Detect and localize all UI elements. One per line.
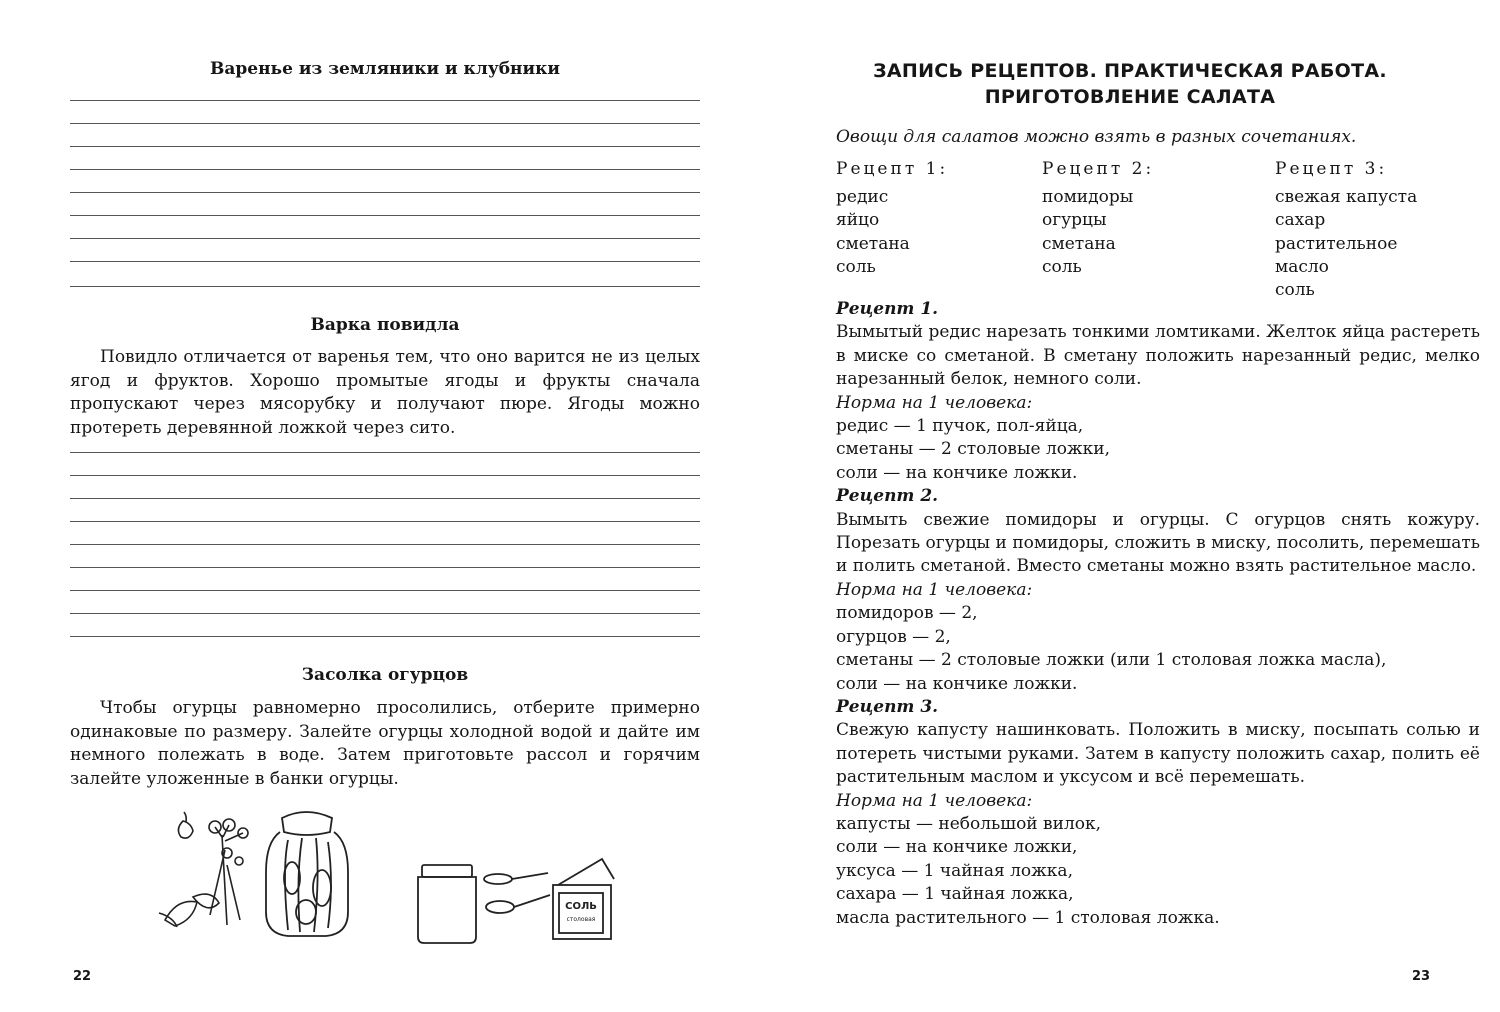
norm-line: масла растительного — 1 столовая ложка.	[836, 907, 1220, 928]
recipe-text: Вымыть свежие помидоры и огурцы. С огурцов снять кожуру. Порезать огурцы и помидоры, сложить в миску, посолить, перемешать и полить сметаной. Вместо сметаны можно взять растительное масло.	[836, 509, 1480, 577]
dill-garlic-illustration	[155, 805, 265, 940]
ingredient: масло	[1275, 256, 1329, 277]
recipe-text: Вымытый редис нарезать тонкими ломтиками. Желток яйца растереть в миске со сметаной. В сметану положить нарезанный редис, мелко нарезанный белок, немного соли.	[836, 322, 1480, 390]
norm-heading: Норма на 1 человека:	[836, 790, 1033, 811]
pickling-section-title: Засолка огурцов	[301, 665, 469, 685]
ingredient: соль	[1042, 256, 1082, 277]
recipes-body	[836, 298, 1480, 930]
recipe-text-wrap	[800, 321, 1480, 391]
recipe-text-wrap	[800, 509, 1480, 579]
intro-text: Овощи для салатов можно взять в разных сочетаниях.	[836, 127, 1357, 147]
ingredient: сметана	[836, 233, 910, 254]
norm-line: огурцов — 2,	[836, 626, 951, 647]
norm-heading: Норма на 1 человека:	[836, 392, 1033, 413]
norm-line: соли — на кончике ложки.	[836, 462, 1078, 483]
norm-line: сметаны — 2 столовые ложки,	[836, 439, 1111, 460]
jam-writing-lines	[70, 100, 700, 290]
povidlo-writing-lines	[70, 452, 700, 642]
writing-line	[70, 261, 700, 262]
writing-line	[70, 590, 700, 591]
ingredient: растительное	[1275, 233, 1398, 254]
ingredient: огурцы	[1042, 210, 1107, 231]
norm-line: редис — 1 пучок, пол-яйца,	[836, 416, 1084, 437]
jam-section-title: Варенье из земляники и клубники	[210, 59, 560, 79]
ingredient: редис	[836, 187, 889, 208]
writing-line	[70, 544, 700, 545]
writing-line	[70, 146, 700, 147]
povidlo-section-title: Варка повидла	[310, 315, 460, 335]
norm-line: помидоров — 2,	[836, 603, 978, 624]
writing-line	[70, 123, 700, 124]
salt-and-spoons-illustration	[408, 855, 628, 945]
recipe-column-heading: Рецепт 2:	[1042, 159, 1155, 179]
right-page	[750, 0, 1500, 1012]
salt-box-sublabel: столовая	[566, 916, 596, 923]
writing-line	[70, 475, 700, 476]
writing-line	[70, 215, 700, 216]
recipe-column-2	[1042, 158, 1154, 279]
recipe-heading: Рецепт 3.	[836, 696, 939, 717]
norm-line: сахара — 1 чайная ложка,	[836, 884, 1074, 905]
ingredient: соль	[836, 256, 876, 277]
ingredient: яйцо	[836, 210, 880, 231]
writing-line	[70, 498, 700, 499]
writing-line	[70, 521, 700, 522]
norm-line: сметаны — 2 столовые ложки (или 1 столовая ложка масла),	[836, 650, 1387, 671]
page-number-left: 22	[73, 969, 92, 984]
ingredient: сметана	[1042, 233, 1116, 254]
writing-line	[70, 169, 700, 170]
recipe-heading: Рецепт 1.	[836, 299, 939, 319]
page-title-line1: ЗАПИСЬ РЕЦЕПТОВ. ПРАКТИЧЕСКАЯ РАБОТА.	[873, 60, 1387, 82]
ingredient: помидоры	[1042, 187, 1134, 208]
recipe-text: Свежую капусту нашинковать. Положить в миску, посыпать солью и потереть чистыми руками. Затем в капусту положить сахар, полить её растительным маслом и уксусом и всё перемешать.	[836, 720, 1480, 788]
page-number-right: 23	[1412, 969, 1431, 984]
ingredient: сахар	[1275, 210, 1326, 231]
norm-line: соли — на кончике ложки.	[836, 673, 1078, 694]
norm-line: соли — на кончике ложки,	[836, 837, 1078, 858]
recipe-text-wrap	[800, 719, 1480, 789]
povidlo-text: Повидло отличается от варенья тем, что оно варится не из целых ягод и фруктов. Хорошо промытые ягоды и фрукты сначала пропускают через мясорубку и получают пюре. Ягоды можно протереть деревянной ложкой через сито.	[70, 347, 700, 438]
writing-line	[70, 100, 700, 101]
writing-line	[70, 452, 700, 453]
writing-line	[70, 613, 700, 614]
norm-line: уксуса — 1 чайная ложка,	[836, 860, 1073, 881]
recipe-column-heading: Рецепт 3:	[1275, 159, 1388, 179]
writing-line	[70, 286, 700, 287]
recipe-column-heading: Рецепт 1:	[836, 159, 949, 179]
recipe-column-1	[836, 158, 948, 279]
norm-heading: Норма на 1 человека:	[836, 579, 1033, 600]
ingredient: соль	[1275, 280, 1315, 301]
page-title-line2: ПРИГОТОВЛЕНИЕ САЛАТА	[984, 86, 1276, 108]
writing-line	[70, 567, 700, 568]
writing-line	[70, 192, 700, 193]
writing-line	[70, 636, 700, 637]
pickling-text: Чтобы огурцы равномерно просолились, отберите примерно одинаковые по размеру. Залейте огурцы холодной водой и дайте им немного полежать в воде. Затем приготовьте рассол и горячим залейте уложенные в банки огурцы.	[70, 698, 700, 789]
ingredient: свежая капуста	[1275, 187, 1418, 208]
salt-box-label: СОЛЬ	[565, 901, 597, 912]
norm-line: капусты — небольшой вилок,	[836, 813, 1102, 834]
recipe-column-3	[1275, 158, 1417, 302]
writing-line	[70, 238, 700, 239]
recipe-heading: Рецепт 2.	[836, 486, 939, 507]
pickle-jar-icon	[262, 808, 352, 938]
